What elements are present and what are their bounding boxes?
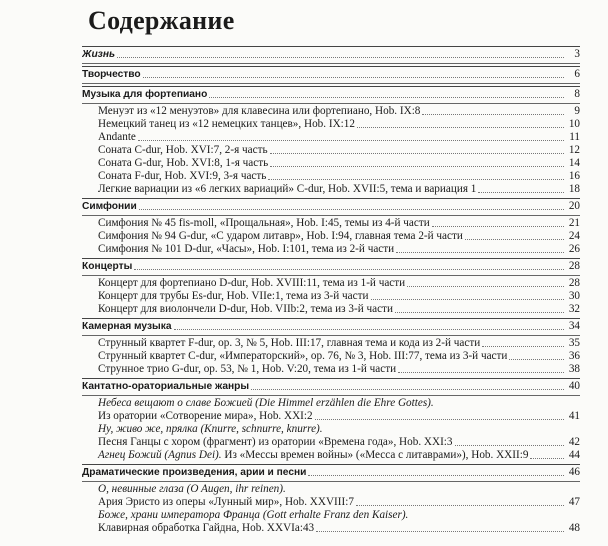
toc-entry[interactable] — [82, 230, 580, 243]
toc-entry-page-number: 26 — [568, 243, 580, 255]
toc-entry[interactable] — [82, 118, 580, 131]
toc-section-text: Музыка для фортепиано — [82, 89, 208, 100]
dot-leader — [395, 311, 564, 313]
dot-leader — [398, 371, 564, 373]
section-underline — [82, 83, 580, 84]
toc-work-title: Небеса вещают о славе Божией (Die Himmel erzählen die Ehre Gottes). — [98, 397, 434, 409]
toc-entry-page-number: 14 — [568, 157, 580, 169]
dot-leader — [139, 208, 564, 210]
toc-entry-page-number: 48 — [568, 522, 580, 534]
toc-entry[interactable] — [82, 217, 580, 230]
toc-entry-page-number: 11 — [569, 131, 580, 143]
toc-section-page-number: 46 — [568, 466, 580, 478]
section-divider — [82, 378, 580, 379]
section-divider — [82, 198, 580, 199]
toc-section-text: Кантатно-ораториальные жанры — [82, 381, 250, 392]
dot-leader — [174, 328, 565, 330]
toc-entry-page-number: 41 — [568, 410, 580, 422]
toc-entry-text: Струнный квартет F-dur, op. 3, № 5, Hob. III:17, главная тема и кода из 2-й части — [98, 337, 481, 349]
section-divider — [82, 66, 580, 67]
toc-entry-text: Из оратории «Сотворение мира», Hob. XXI:2 — [98, 410, 313, 422]
dot-leader — [371, 298, 565, 300]
dot-leader — [509, 358, 564, 360]
dot-leader — [407, 285, 564, 287]
toc-section[interactable] — [82, 380, 580, 393]
toc-entry-page-number: 32 — [568, 303, 580, 315]
dot-leader — [482, 345, 564, 347]
toc-entry-text: Менуэт из «12 менуэтов» для клавесина или фортепиано, Hob. IX:8 — [98, 105, 421, 117]
dot-leader — [316, 530, 564, 532]
toc-entry-page-number: 47 — [568, 496, 580, 508]
section-underline — [82, 335, 580, 336]
toc-entry-page-number: 10 — [568, 118, 580, 130]
toc-entry-italic: Агнец Божий (Agnus Dei). — [98, 449, 222, 461]
toc-entry-page-number: 38 — [568, 363, 580, 375]
dot-leader — [478, 191, 564, 193]
dot-leader — [530, 457, 564, 459]
toc-entry[interactable] — [82, 170, 580, 183]
dot-leader — [422, 113, 564, 115]
toc-entry[interactable] — [82, 436, 580, 449]
dot-leader — [143, 76, 564, 78]
dot-leader — [251, 388, 564, 390]
toc-entry[interactable] — [82, 157, 580, 170]
toc-entry-text: Струнный квартет C-dur, «Императорский», op. 76, № 3, Hob. III:77, тема из 3-й части — [98, 350, 508, 362]
toc-section-page-number: 34 — [568, 320, 580, 332]
dot-leader — [315, 418, 564, 420]
toc-work-title: Боже, храни императора Франца (Gott erhalte Franz den Kaiser). — [98, 509, 409, 521]
toc-entry[interactable] — [82, 410, 580, 423]
toc-section-text: Концерты — [82, 261, 133, 272]
toc-section-page-number: 6 — [574, 68, 580, 80]
dot-leader — [138, 139, 564, 141]
toc-entry-page-number: 9 — [574, 105, 580, 117]
toc-entry-text: Ария Эристо из оперы «Лунный мир», Hob. XXVIII:7 — [98, 496, 354, 508]
section-underline — [82, 103, 580, 104]
dot-leader — [270, 152, 564, 154]
toc-entry-text: Симфония № 101 D-dur, «Часы», Hob. I:101, тема из 2-й части — [98, 243, 395, 255]
toc-section[interactable] — [82, 260, 580, 273]
toc-entry[interactable] — [82, 303, 580, 316]
toc-entry-text — [82, 449, 528, 462]
toc-entry[interactable] — [82, 105, 580, 118]
dot-leader — [134, 268, 564, 270]
toc-entry[interactable] — [82, 363, 580, 376]
toc-entry-text: Симфония № 45 fis-moll, «Прощальная», Hob. I:45, темы из 4-й части — [98, 217, 430, 229]
toc-entry-text: Соната F-dur, Hob. XVI:9, 3-я часть — [98, 170, 267, 182]
toc-entry-page-number: 18 — [568, 183, 580, 195]
toc-entry-text: Клавирная обработка Гайдна, Hob. XXVIa:43 — [98, 522, 315, 534]
toc-entry-text: Легкие вариации из «6 легких вариаций» C-dur, Hob. XVII:5, тема и вариация 1 — [98, 183, 477, 195]
toc-section-page-number: 40 — [568, 380, 580, 392]
toc-entry-rest: Из «Мессы времен войны» («Месса с литаврами»), Hob. XXII:9 — [221, 449, 529, 461]
dot-leader — [270, 165, 564, 167]
toc-section[interactable] — [82, 48, 580, 61]
toc-section-text: Симфонии — [82, 201, 137, 212]
dot-leader — [455, 444, 564, 446]
toc-section[interactable] — [82, 68, 580, 81]
toc-entry-page-number: 36 — [568, 350, 580, 362]
toc-entry-page-number: 35 — [568, 337, 580, 349]
section-underline — [82, 395, 580, 396]
section-divider — [82, 46, 580, 47]
toc-work-title: Ну, живо же, прялка (Knurre, schnurre, knurre). — [98, 423, 323, 435]
toc-entry[interactable] — [82, 337, 580, 350]
toc-entry[interactable] — [82, 277, 580, 290]
toc-entry-text: Немецкий танец из «12 немецких танцев», Hob. IX:12 — [98, 118, 355, 130]
toc-section-text: Творчество — [82, 69, 141, 80]
toc-entry[interactable] — [82, 290, 580, 303]
section-underline — [82, 215, 580, 216]
dot-leader — [357, 126, 564, 128]
toc-entry-page-number: 42 — [568, 436, 580, 448]
dot-leader — [268, 178, 564, 180]
dot-leader — [356, 504, 564, 506]
toc-entry[interactable] — [82, 131, 580, 144]
toc-entry-page-number: 12 — [568, 144, 580, 156]
toc-entry[interactable] — [82, 243, 580, 256]
toc-entry-page-number: 44 — [568, 449, 580, 461]
toc-entry[interactable] — [82, 350, 580, 363]
table-of-contents — [82, 44, 580, 535]
toc-section-text: Драматические произведения, арии и песни — [82, 467, 307, 478]
section-divider — [82, 86, 580, 87]
toc-entry-text: Струнное трио G-dur, op. 53, № 1, Hob. V:20, тема из 1-й части — [98, 363, 397, 375]
section-underline — [82, 275, 580, 276]
toc-entry-page-number: 16 — [568, 170, 580, 182]
toc-section-page-number: 8 — [574, 88, 580, 100]
dot-leader — [465, 238, 564, 240]
toc-entry-text: Концерт для виолончели D-dur, Hob. VIIb:2, тема из 3-й части — [98, 303, 393, 315]
toc-entry-text: Концерт для трубы Es-dur, Hob. VIIe:1, тема из 3-й части — [98, 290, 369, 302]
toc-entry-page-number: 21 — [568, 217, 580, 229]
toc-section[interactable] — [82, 320, 580, 333]
toc-section[interactable] — [82, 200, 580, 213]
toc-section-page-number: 20 — [568, 200, 580, 212]
section-divider — [82, 318, 580, 319]
toc-entry[interactable] — [82, 144, 580, 157]
dot-leader — [396, 251, 564, 253]
dot-leader — [117, 56, 564, 58]
toc-section-text: Жизнь — [82, 49, 116, 60]
toc-entry[interactable] — [82, 522, 580, 535]
toc-entry-page-number: 24 — [568, 230, 580, 242]
section-divider — [82, 464, 580, 465]
section-divider — [82, 258, 580, 259]
toc-entry-text: Andante — [98, 131, 136, 143]
toc-section-page-number: 28 — [568, 260, 580, 272]
toc-section[interactable] — [82, 88, 580, 101]
toc-entry[interactable] — [82, 183, 580, 196]
toc-entry-text: Песня Ганцы с хором (фрагмент) из оратории «Времена года», Hob. XXI:3 — [98, 436, 453, 448]
toc-entry-page-number: 28 — [568, 277, 580, 289]
toc-section-text: Камерная музыка — [82, 321, 172, 332]
section-underline — [82, 63, 580, 64]
toc-entry-page-number: 30 — [568, 290, 580, 302]
dot-leader — [308, 474, 564, 476]
toc-entry-text: Симфония № 94 G-dur, «С ударом литавр», Hob. I:94, главная тема 2-й части — [98, 230, 463, 242]
toc-entry-text: Соната G-dur, Hob. XVI:8, 1-я часть — [98, 157, 269, 169]
toc-work-title: О, невинные глаза (O Augen, ihr reinen). — [98, 483, 286, 495]
toc-entry[interactable] — [82, 496, 580, 509]
toc-section-page-number: 3 — [574, 48, 580, 60]
toc-section[interactable] — [82, 466, 580, 479]
dot-leader — [432, 225, 564, 227]
section-underline — [82, 481, 580, 482]
dot-leader — [209, 96, 564, 98]
toc-entry-text: Концерт для фортепиано D-dur, Hob. XVIII:11, тема из 1-й части — [98, 277, 406, 289]
page-title: Содержание — [88, 6, 235, 35]
toc-entry[interactable] — [82, 449, 580, 462]
toc-entry-text: Соната C-dur, Hob. XVI:7, 2-я часть — [98, 144, 268, 156]
